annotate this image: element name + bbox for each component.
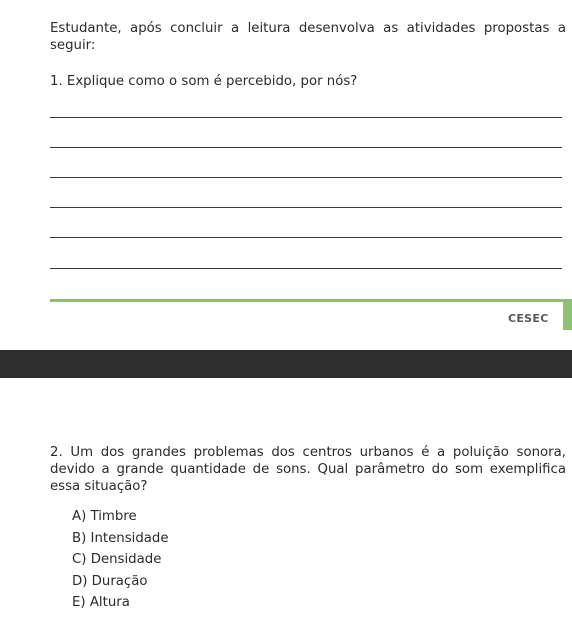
answer-line: [50, 237, 562, 238]
answer-line: [50, 147, 562, 148]
option-c: C) Densidade: [72, 552, 162, 567]
option-a: A) Timbre: [72, 509, 137, 524]
answer-line: [50, 177, 562, 178]
option-e: E) Altura: [72, 595, 130, 610]
answer-options: [72, 508, 169, 616]
answer-line: [50, 207, 562, 208]
footer-label: CESEC: [508, 312, 549, 325]
page-divider: [0, 350, 572, 378]
question-1-text: 1. Explique como o som é percebido, por nós?: [50, 74, 358, 89]
footer-accent-tab: [563, 299, 572, 330]
question-2-text: 2. Um dos grandes problemas dos centros urbanos é a poluição sonora, devido a grande quantidade de sons. Qual parâmetro do som exemplifica essa situação?: [50, 445, 566, 494]
answer-line: [50, 268, 562, 269]
option-b: B) Intensidade: [72, 530, 169, 546]
answer-line: [50, 117, 562, 118]
footer-accent-bar: [50, 299, 565, 302]
option-d: D) Duração: [72, 573, 148, 589]
instructions-text: Estudante, após concluir a leitura desenvolva as atividades propostas a seguir:: [50, 21, 566, 53]
